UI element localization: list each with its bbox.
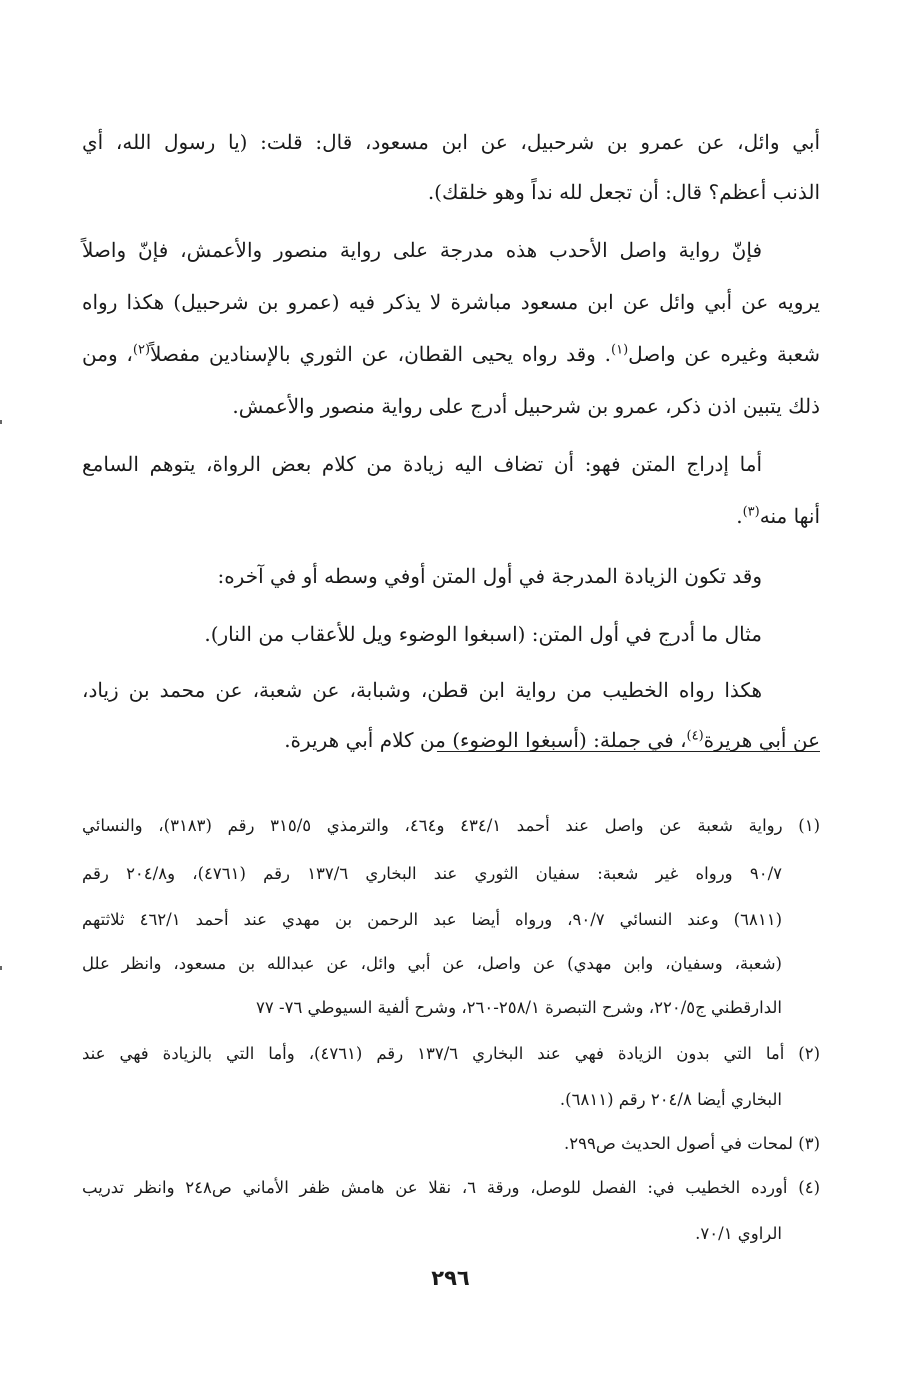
footnote-ref-1[interactable]: (١) [611,342,629,358]
footnote-2-line-1: (٢) أما التي بدون الزيادة فهي عند البخاري ١٣٧/٦ رقم (٤٧٦١)، وأما التي بالزيادة فهي عند [82,1044,820,1063]
body-line-8-part-a: أنها منه [759,504,820,528]
body-line-3: فإنّ رواية واصل الأحدب هذه مدرجة على رواية منصور والأعمش، فإنّ واصلاً [82,238,763,262]
footnote-ref-4[interactable]: (٤) [686,728,704,744]
body-line-8-part-b: . [736,504,743,528]
footnote-4-line-1: (٤) أورده الخطيب في: الفصل للوصل، ورقة ٦، نقلا عن هامش ظفر الأماني ص٢٤٨ وانظر تدريب [82,1178,820,1197]
body-line-5 [82,340,820,368]
body-line-4: يرويه عن أبي وائل عن ابن مسعود مباشرة لا يذكر فيه (عمرو بن شرحبيل) هكذا رواه [82,290,820,314]
body-line-6: ذلك يتبين اذن ذكر، عمرو بن شرحبيل أدرج على رواية منصور والأعمش. [232,394,820,418]
page-number: ٢٩٦ [431,1266,470,1290]
footnote-1-line-3: (٦٨١١) وعند النسائي ٩٠/٧، ورواه أيضا عبد الرحمن بن مهدي عند أحمد ٤٦٢/١ ثلاثتهم [82,910,783,929]
body-line-12 [82,726,820,754]
footnote-ref-2[interactable]: (٢) [132,342,151,358]
body-line-5-part-c: ، ومن [82,342,133,366]
footnote-3-line-1: (٣) لمحات في أصول الحديث ص٢٩٩. [563,1134,820,1153]
scan-edge-mark-1 [0,420,2,424]
body-line-12-part-a: عن أبي هريرة [703,728,820,752]
body-line-11: هكذا رواه الخطيب من رواية ابن قطن، وشبابة، عن شعبة، عن محمد بن زياد، [82,678,762,702]
body-line-12-part-b: ، في جملة: (أسبغوا الوضوء) من كلام أبي هريرة. [284,728,687,752]
body-line-10: مثال ما أدرج في أول المتن: (اسبغوا الوضوء ويل للأعقاب من النار). [204,622,762,646]
body-line-7: أما إدراج المتن فهو: أن تضاف اليه زيادة من كلام بعض الرواة، يتوهم السامع [82,452,762,476]
footnote-1-line-1: (١) رواية شعبة عن واصل عند أحمد ٤٣٤/١ و٤٦٤، والترمذي ٣١٥/٥ رقم (٣١٨٣)، والنسائي [82,816,820,835]
footnote-ref-3[interactable]: (٣) [742,504,760,520]
footnote-1-line-5: الدارقطني ج٢٢٠/٥، وشرح التبصرة ٢٥٨/١-٢٦٠، وشرح ألفية السيوطي ٧٦- ٧٧ [256,998,782,1017]
scan-edge-mark-2 [0,966,2,970]
body-line-9: وقد تكون الزيادة المدرجة في أول المتن أوفي وسطه أو في آخره: [217,564,762,588]
body-line-8 [82,502,820,530]
body-line-5-part-b: . وقد رواه يحيى القطان، عن الثوري بالإسنادين مفصلاً [150,342,611,366]
body-line-1: أبي وائل، عن عمرو بن شرحبيل، عن ابن مسعود، قال: قلت: (يا رسول الله، أي [82,130,820,154]
footnote-4-line-2: الراوي ٧٠/١. [695,1224,782,1243]
body-line-5-part-a: شعبة وغيره عن واصل [628,342,820,366]
footnote-2-line-2: البخاري أيضا ٢٠٤/٨ رقم (٦٨١١). [559,1090,782,1109]
body-line-2: الذنب أعظم؟ قال: أن تجعل لله نداً وهو خلقك). [427,180,820,204]
footnote-1-line-2: ٩٠/٧ ورواه غير شعبة: سفيان الثوري عند البخاري ١٣٧/٦ رقم (٤٧٦١)، و٢٠٤/٨ رقم [82,864,783,883]
footnote-separator [437,751,820,752]
footnote-1-line-4: (شعبة، وسفيان، وابن مهدي) عن واصل، عن أبي وائل، عن عبدالله بن مسعود، وانظر علل [82,954,782,973]
